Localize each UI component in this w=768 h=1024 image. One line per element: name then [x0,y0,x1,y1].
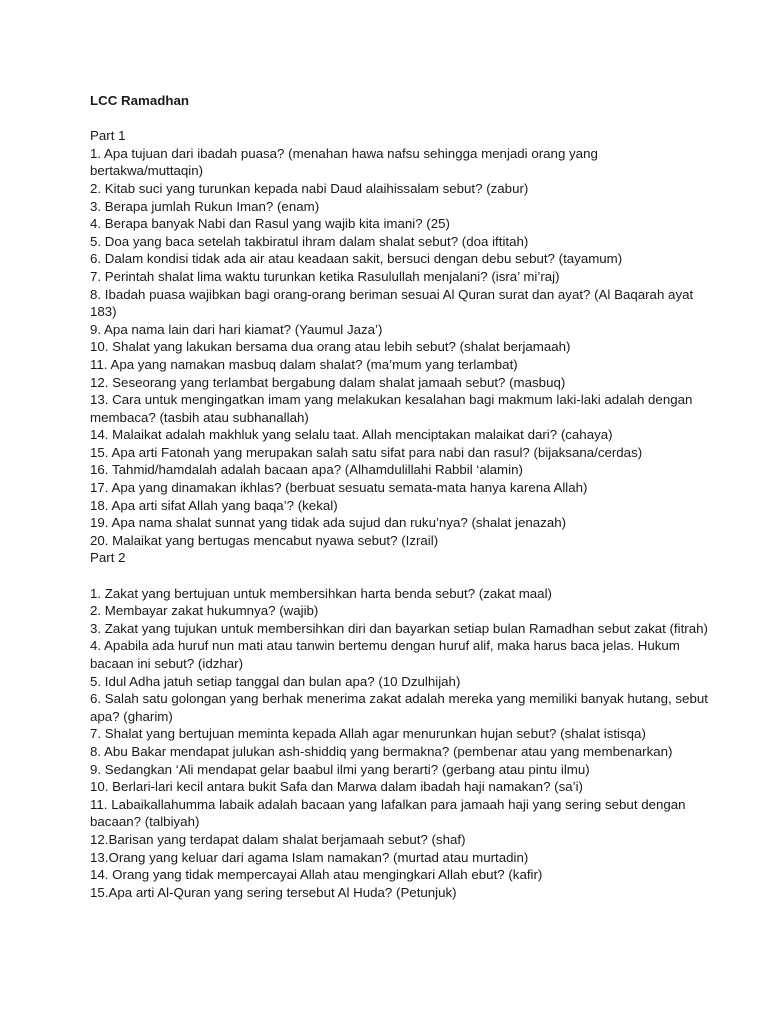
question-item: 5. Doa yang baca setelah takbiratul ihram dalam shalat sebut? (doa iftitah) [90,233,529,249]
question-item: 9. Sedangkan ‘Ali mendapat gelar baabul ilmi yang berarti? (gerbang atau pintu ilmu) [90,761,590,777]
part1-heading: Part 1 [90,128,126,144]
question-item: 3. Zakat yang tujukan untuk membersihkan diri dan bayarkan setiap bulan Ramadhan sebut zakat (fitrah) [90,620,708,636]
question-item: 15. Apa arti Fatonah yang merupakan salah satu sifat para nabi dan rasul? (bijaksana/cerdas) [90,444,643,460]
part2-question-list [90,585,710,902]
question-item: 13. Cara untuk mengingatkan imam yang melakukan kesalahan bagi makmum laki-laki adalah dengan membaca? (tasbih atau subhanallah) [90,392,693,425]
question-item: 2. Kitab suci yang turunkan kepada nabi Daud alaihissalam sebut? (zabur) [90,180,529,196]
question-item: 13.Orang yang keluar dari agama Islam namakan? (murtad atau murtadin) [90,849,529,865]
question-item: 6. Salah satu golongan yang berhak menerima zakat adalah mereka yang memiliki banyak hutang, sebut apa? (gharim) [90,691,708,724]
question-item: 18. Apa arti sifat Allah yang baqa’? (kekal) [90,497,338,513]
question-item: 16. Tahmid/hamdalah adalah bacaan apa? (Alhamdulillahi Rabbil ‘alamin) [90,462,523,478]
question-item: 9. Apa nama lain dari hari kiamat? (Yaumul Jaza’) [90,321,383,337]
question-item: 17. Apa yang dinamakan ikhlas? (berbuat sesuatu semata-mata hanya karena Allah) [90,480,588,496]
question-item: 14. Malaikat adalah makhluk yang selalu taat. Allah menciptakan malaikat dari? (cahaya) [90,427,613,443]
question-item: 8. Ibadah puasa wajibkan bagi orang-orang beriman sesuai Al Quran surat dan ayat? (Al Baqarah ayat 183) [90,286,694,320]
question-item: 4. Apabila ada huruf nun mati atau tanwin bertemu dengan huruf alif, maka harus baca jelas. Hukum bacaan ini sebut? (idzhar) [90,638,680,671]
question-item: 10. Shalat yang lakukan bersama dua orang atau lebih sebut? (shalat berjamaah) [90,339,571,355]
question-item: 20. Malaikat yang bertugas mencabut nyawa sebut? (Izrail) [90,532,439,548]
question-item: 1. Zakat yang bertujuan untuk membersihkan harta benda sebut? (zakat maal) [90,585,552,601]
question-item: 7. Perintah shalat lima waktu turunkan ketika Rasulullah menjalani? (isra’ mi’raj) [90,268,560,284]
document-page [90,92,710,901]
part1-question-list [90,145,710,550]
question-item: 6. Dalam kondisi tidak ada air atau keadaan sakit, bersuci dengan debu sebut? (tayamum) [90,251,623,267]
part2-heading: Part 2 [90,550,126,566]
question-item: 7. Shalat yang bertujuan meminta kepada Allah agar menurunkan hujan sebut? (shalat istisqa) [90,726,646,742]
question-item: 15.Apa arti Al-Quran yang sering tersebut Al Huda? (Petunjuk) [90,884,457,900]
blank-line [90,567,710,585]
question-item: 2. Membayar zakat hukumnya? (wajib) [90,603,319,619]
question-item: 4. Berapa banyak Nabi dan Rasul yang wajib kita imani? (25) [90,216,450,232]
question-item: 14. Orang yang tidak mempercayai Allah atau mengingkari Allah ebut? (kafir) [90,867,543,883]
question-item: 8. Abu Bakar mendapat julukan ash-shiddiq yang bermakna? (pembenar atau yang membenarkan) [90,743,673,759]
question-item: 12. Seseorang yang terlambat bergabung dalam shalat jamaah sebut? (masbuq) [90,374,566,390]
question-item: 10. Berlari-lari kecil antara bukit Safa dan Marwa dalam ibadah haji namakan? (sa’i) [90,779,583,795]
question-item: 3. Berapa jumlah Rukun Iman? (enam) [90,198,320,214]
question-item: 1. Apa tujuan dari ibadah puasa? (menahan hawa nafsu sehingga menjadi orang yang bertakwa/muttaqin) [90,145,598,179]
question-item: 19. Apa nama shalat sunnat yang tidak ada sujud dan ruku’nya? (shalat jenazah) [90,515,567,531]
question-item: 11. Apa yang namakan masbuq dalam shalat? (ma’mum yang terlambat) [90,356,518,372]
document-title: LCC Ramadhan [90,93,189,108]
question-item: 5. Idul Adha jatuh setiap tanggal dan bulan apa? (10 Dzulhijah) [90,673,461,689]
question-item: 12.Barisan yang terdapat dalam shalat berjamaah sebut? (shaf) [90,831,466,847]
question-item: 11. Labaikallahumma labaik adalah bacaan yang lafalkan para jamaah haji yang sering sebut dengan bacaan? (talbiyah) [90,796,686,830]
